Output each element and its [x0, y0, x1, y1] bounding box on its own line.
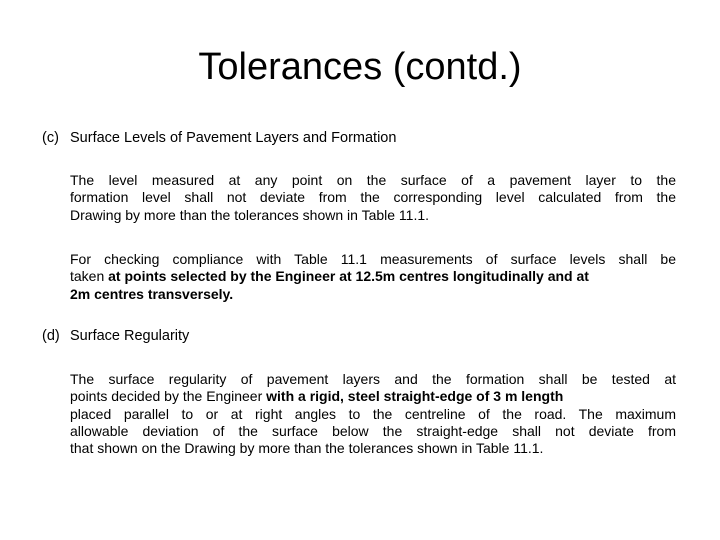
section-title-c: Surface Levels of Pavement Layers and Formation	[70, 130, 397, 146]
section-marker-d: (d)	[42, 328, 60, 344]
section-title-d: Surface Regularity	[70, 328, 190, 344]
paragraph-line	[70, 286, 676, 303]
paragraph-line	[70, 268, 676, 285]
paragraph-surface-levels-2	[70, 251, 676, 303]
paragraph-surface-regularity	[70, 371, 676, 457]
paragraph-line: For checking compliance with Table 11.1 measurements of surface levels shall be	[70, 251, 676, 267]
slide-title: Tolerances (contd.)	[198, 46, 522, 88]
paragraph-text: taken	[70, 268, 109, 285]
paragraph-surface-levels-1	[70, 172, 676, 224]
paragraph-bold-text: with a rigid, steel straight-edge of 3 m length	[266, 388, 564, 405]
paragraph-bold-text: 2m centres transversely.	[70, 285, 234, 302]
section-marker-c: (c)	[42, 130, 59, 146]
paragraph-text: points decided by the Engineer	[70, 388, 267, 405]
paragraph-bold-text: at points selected by the Engineer at 12.5m centres longitudinally and at	[108, 268, 589, 285]
paragraph-line: Drawing by more than the tolerances shown in Table 11.1.	[70, 206, 430, 223]
paragraph-line: placed parallel to or at right angles to the centreline of the road. The maximum	[70, 405, 676, 422]
paragraph-line: The level measured at any point on the surface of a pavement layer to the	[70, 172, 676, 188]
section-heading-c	[42, 129, 396, 147]
paragraph-line: that shown on the Drawing by more than the tolerances shown in Table 11.1.	[70, 440, 544, 457]
paragraph-line: The surface regularity of pavement layers and the formation shall be tested at	[70, 371, 676, 387]
paragraph-line: allowable deviation of the surface below the straight-edge shall not deviate from	[70, 422, 676, 439]
paragraph-line	[70, 388, 676, 405]
section-heading-d	[42, 327, 189, 345]
paragraph-line: formation level shall not deviate from the corresponding level calculated from the	[70, 189, 676, 206]
